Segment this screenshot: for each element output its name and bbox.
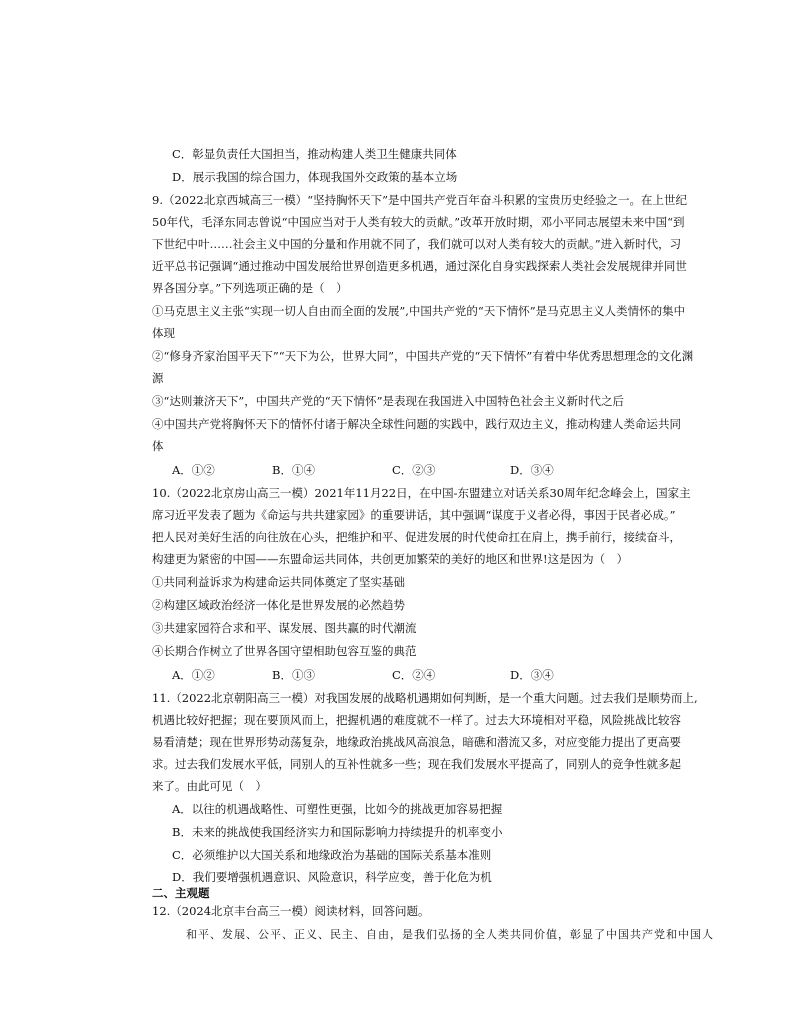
q11-stem-line-5: 来了。由此可见（ ） <box>152 779 267 793</box>
q9-statement-2-cont: 源 <box>152 371 164 385</box>
option-c-previous: C．彰显负责任大国担当，推动构建人类卫生健康共同体 <box>172 147 457 161</box>
q11-option-a: A．以往的机遇战略性、可塑性更强，比如今的挑战更加容易把握 <box>172 802 503 816</box>
q10-stem-line-1: 10.（2022北京房山高三一模）2021年11月22日，在中国-东盟建立对话关系30周年纪念峰会上，国家主 <box>152 486 691 500</box>
q9-stem-line-5: 界各国分享。”下列选项正确的是（ ） <box>152 281 348 295</box>
q10-stem-line-2: 席习近平发表了题为《命运与共共建家园》的重要讲话，其中强调“谋度于义者必得，事因于民者必成。” <box>152 508 676 522</box>
q10-statement-4: ④长期合作树立了世界各国守望相助包容互鉴的典范 <box>152 644 417 658</box>
q11-option-c: C．必须维护以大国关系和地缘政治为基础的国际关系基本准则 <box>172 848 492 862</box>
q9-option-a: A．①② <box>172 463 215 477</box>
q9-statement-2: ②“修身齐家治国平天下”“天下为公，世界大同”，中国共产党的“天下情怀”有着中华优秀思想理念的文化渊 <box>152 349 694 363</box>
q11-stem-line-4: 求。过去我们发展水平低，同别人的互补性就多一些；现在我们发展水平提高了，同别人的竞争性就多起 <box>152 757 681 771</box>
q12-material-line-1: 和平、发展、公平、正义、民主、自由，是我们弘扬的全人类共同价值，彰显了中国共产党和中国人 <box>186 928 714 941</box>
q9-option-c: C．②③ <box>392 463 436 477</box>
q9-stem-line-3: 下世纪中叶……社会主义中国的分量和作用就不同了，我们就可以对人类有较大的贡献。”进入新时代，习 <box>152 237 682 251</box>
q11-option-d: D．我们要增强机遇意识、风险意识，科学应变，善于化危为机 <box>172 870 492 884</box>
q9-stem-line-4: 近平总书记强调“通过推动中国发展给世界创造更多机遇，通过深化自身实践探索人类社会发展规律并同世 <box>152 259 687 273</box>
q10-option-d: D．③④ <box>510 668 554 682</box>
q10-statement-2: ②构建区域政治经济一体化是世界发展的必然趋势 <box>152 598 405 612</box>
q11-stem-line-1: 11.（2022北京朝阳高三一模）对我国发展的战略机遇期如何判断，是一个重大问题。过去我们是顺势而上, <box>152 691 698 705</box>
section-heading: 二、主观题 <box>152 886 210 900</box>
q9-option-b: B．①④ <box>272 463 315 477</box>
option-d-previous: D．展示我国的综合国力，体现我国外交政策的基本立场 <box>172 170 458 184</box>
q10-option-b: B．①③ <box>272 668 315 682</box>
q9-statement-3: ③“达则兼济天下”，中国共产党的“天下情怀”是表现在我国进入中国特色社会主义新时代之后 <box>152 394 625 408</box>
q12-stem-line-1: 12.（2024北京丰台高三一模）阅读材料，回答问题。 <box>152 904 430 918</box>
q10-statement-1: ①共同利益诉求为构建命运共同体奠定了坚实基础 <box>152 575 405 589</box>
q9-statement-1-cont: 体现 <box>152 326 175 340</box>
q9-statement-1: ①马克思主义主张“实现一切人自由而全面的发展”,中国共产党的“天下情怀”是马克思主义人类情怀的集中 <box>152 304 686 318</box>
q11-stem-line-3: 易看清楚；现在世界形势动荡复杂，地缘政治挑战风高浪急，暗礁和潜流又多，对应变能力提出了更高要 <box>152 735 681 749</box>
q10-options <box>172 667 712 683</box>
q11-option-b: B．未来的挑战使我国经济实力和国际影响力持续提升的机率变小 <box>172 825 503 839</box>
q10-stem-line-4: 构建更为紧密的中国——东盟命运共同体，共创更加繁荣的美好的地区和世界!这是因为（ ） <box>152 552 629 566</box>
q9-option-d: D．③④ <box>510 463 554 477</box>
q10-stem-line-3: 把人民对美好生活的向往放在心头，把维护和平、促进发展的时代使命扛在肩上，携手前行，接续奋斗， <box>152 530 681 544</box>
q10-statement-3: ③共建家园符合求和平、谋发展、图共赢的时代潮流 <box>152 621 417 635</box>
q9-options <box>172 462 712 478</box>
q9-stem-line-2: 50年代，毛泽东同志曾说“中国应当对于人类有较大的贡献。”改革开放时期，邓小平同志展望未来中国“到 <box>152 215 685 229</box>
q11-stem-line-2: 机遇比较好把握；现在要顶风而上，把握机遇的难度就不一样了。过去大环境相对平稳，风险挑战比较容 <box>152 713 681 727</box>
q10-option-c: C．②④ <box>392 668 436 682</box>
q9-statement-4: ④中国共产党将胸怀天下的情怀付诸于解决全球性问题的实践中，践行双边主义，推动构建人类命运共同 <box>152 417 681 431</box>
q9-statement-4-cont: 体 <box>152 439 164 453</box>
q9-stem-line-1: 9.（2022北京西城高三一模）“坚持胸怀天下”是中国共产党百年奋斗积累的宝贵历史经验之一。在上世纪 <box>152 193 687 207</box>
q10-option-a: A．①② <box>172 668 215 682</box>
